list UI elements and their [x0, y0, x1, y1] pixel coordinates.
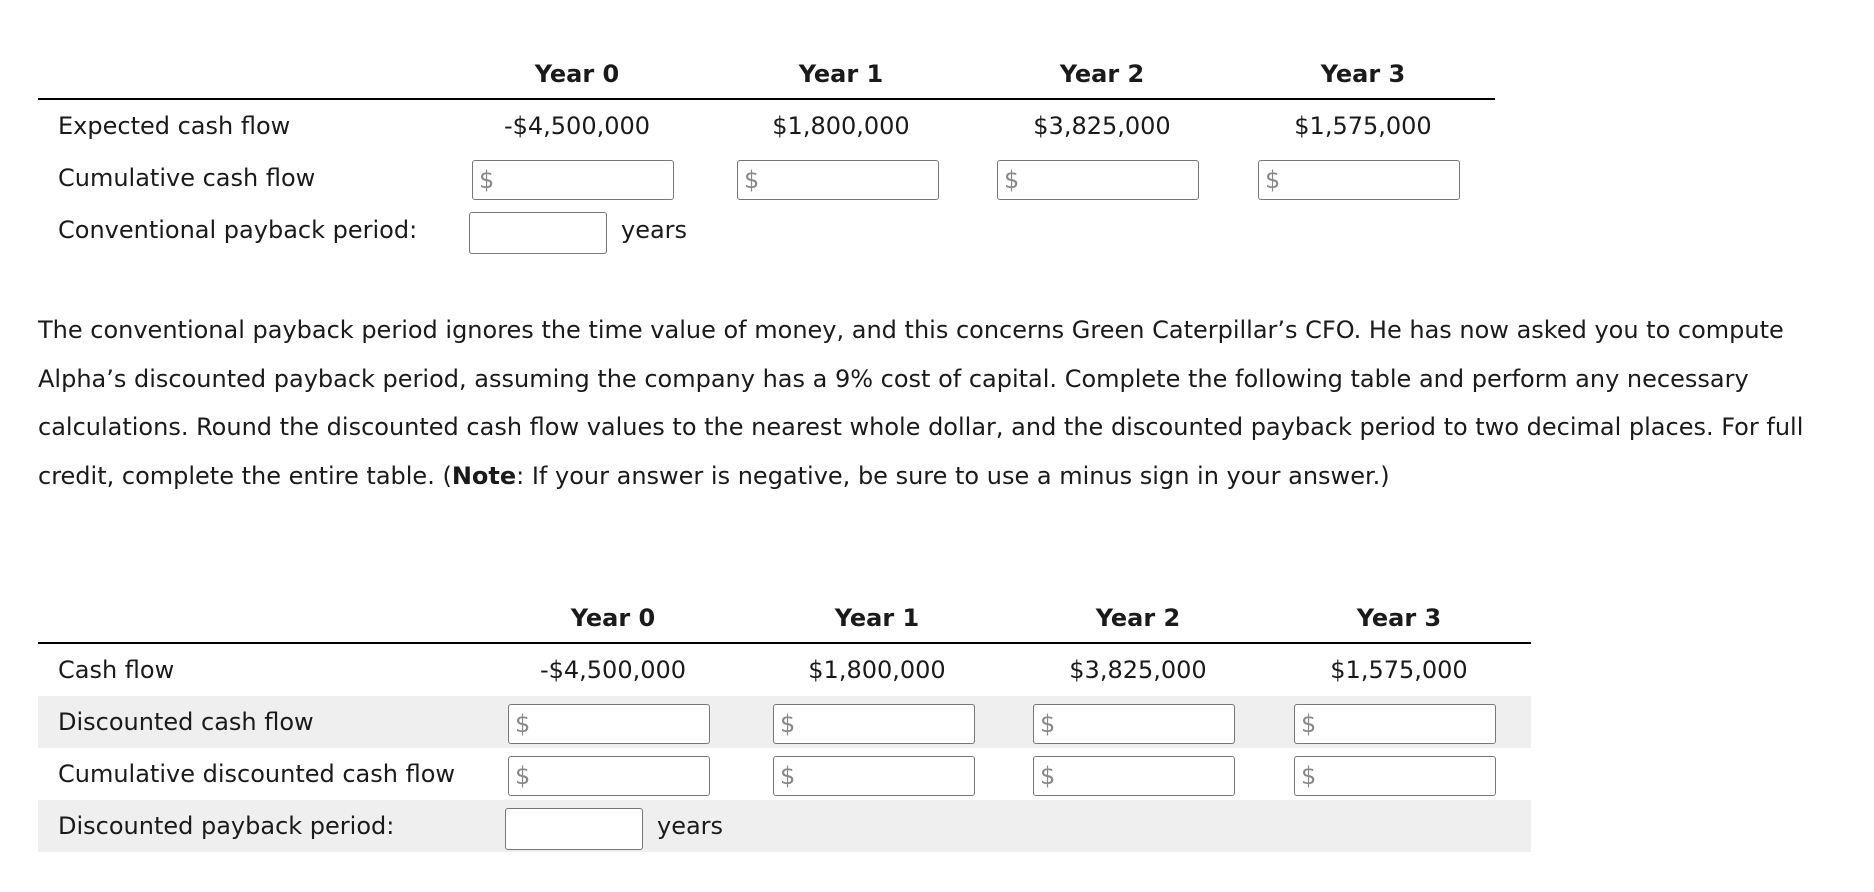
row-label: Discounted payback period: [58, 812, 395, 840]
dollar-sign: $ [515, 710, 531, 738]
row-label: Discounted cash flow [58, 708, 314, 736]
header-year-3: Year 3 [1356, 604, 1442, 632]
discounted-cash-flow-year-2-input[interactable] [1062, 707, 1234, 743]
cumulative-cash-flow-year-1-field[interactable] [737, 160, 939, 200]
instructions-paragraph [38, 306, 1838, 500]
row-label: Cash flow [58, 656, 175, 684]
cumulative-discounted-year-3-field[interactable] [1294, 756, 1496, 796]
header-year-2: Year 2 [1095, 604, 1181, 632]
header-year-1: Year 1 [834, 604, 920, 632]
expected-cash-flow-year-1: $1,800,000 [772, 112, 910, 140]
header-year-0: Year 0 [534, 60, 620, 88]
expected-cash-flow-year-2: $3,825,000 [1033, 112, 1171, 140]
discounted-cash-flow-year-1-input[interactable] [802, 707, 974, 743]
discounted-cash-flow-year-0-field[interactable] [508, 704, 710, 744]
discounted-payback-table [38, 592, 1531, 852]
conventional-payback-table [38, 48, 1495, 256]
discounted-payback-row [38, 800, 1531, 852]
row-label: Conventional payback period: [58, 216, 418, 244]
years-unit: years [621, 216, 688, 244]
dollar-sign: $ [744, 166, 760, 194]
row-label: Expected cash flow [58, 112, 291, 140]
cumulative-discounted-cash-flow-row [38, 748, 1531, 800]
dollar-sign: $ [515, 762, 531, 790]
dollar-sign: $ [1040, 710, 1056, 738]
row-label: Cumulative discounted cash flow [58, 760, 456, 788]
cash-flow-year-1: $1,800,000 [808, 656, 946, 684]
dollar-sign: $ [1040, 762, 1056, 790]
instructions-text: The conventional payback period ignores the time value of money, and this concerns Green Caterpillar’s CFO. He has now asked you to compute Alpha’s discounted payback period, assuming the company has a 9% cost of capital. Complete the following table and perform any necessary calculations. Round the discounted cash flow values to the nearest whole dollar, and the discounted payback period to two decimal places. For full credit, complete the entire table. ( [38, 316, 1804, 490]
discounted-cash-flow-year-3-input[interactable] [1323, 707, 1495, 743]
discounted-cash-flow-year-3-field[interactable] [1294, 704, 1496, 744]
table-header [38, 592, 1531, 644]
cumulative-discounted-year-0-field[interactable] [508, 756, 710, 796]
note-text: : If your answer is negative, be sure to use a minus sign in your answer.) [516, 461, 1390, 490]
dollar-sign: $ [1301, 762, 1317, 790]
cumulative-discounted-year-0-input[interactable] [537, 759, 709, 795]
cumulative-cash-flow-year-1-input[interactable] [766, 163, 938, 199]
expected-cash-flow-year-0: -$4,500,000 [503, 112, 651, 140]
header-year-0: Year 0 [570, 604, 656, 632]
cumulative-cash-flow-year-3-input[interactable] [1287, 163, 1459, 199]
cumulative-cash-flow-year-0-input[interactable] [501, 163, 673, 199]
discounted-cash-flow-row [38, 696, 1531, 748]
years-unit: years [657, 812, 724, 840]
cumulative-discounted-year-1-field[interactable] [773, 756, 975, 796]
row-label: Cumulative cash flow [58, 164, 316, 192]
cumulative-cash-flow-year-0-field[interactable] [472, 160, 674, 200]
cumulative-discounted-year-2-field[interactable] [1033, 756, 1235, 796]
expected-cash-flow-row [38, 100, 1495, 152]
dollar-sign: $ [780, 762, 796, 790]
cash-flow-year-0: -$4,500,000 [539, 656, 687, 684]
cumulative-cash-flow-row [38, 152, 1495, 204]
cumulative-discounted-year-2-input[interactable] [1062, 759, 1234, 795]
dollar-sign: $ [780, 710, 796, 738]
dollar-sign: $ [1301, 710, 1317, 738]
cash-flow-year-3: $1,575,000 [1330, 656, 1468, 684]
cumulative-cash-flow-year-3-field[interactable] [1258, 160, 1460, 200]
cumulative-cash-flow-year-2-field[interactable] [997, 160, 1199, 200]
header-year-2: Year 2 [1059, 60, 1145, 88]
discounted-cash-flow-year-0-input[interactable] [537, 707, 709, 743]
table-header [38, 48, 1495, 100]
dollar-sign: $ [479, 166, 495, 194]
dollar-sign: $ [1265, 166, 1281, 194]
note-label: Note [451, 461, 517, 490]
dollar-sign: $ [1004, 166, 1020, 194]
cumulative-discounted-year-1-input[interactable] [802, 759, 974, 795]
header-year-1: Year 1 [798, 60, 884, 88]
discounted-cash-flow-year-1-field[interactable] [773, 704, 975, 744]
cumulative-cash-flow-year-2-input[interactable] [1026, 163, 1198, 199]
expected-cash-flow-year-3: $1,575,000 [1294, 112, 1432, 140]
discounted-payback-input[interactable] [505, 808, 643, 850]
cash-flow-row [38, 644, 1531, 696]
discounted-cash-flow-year-2-field[interactable] [1033, 704, 1235, 744]
cash-flow-year-2: $3,825,000 [1069, 656, 1207, 684]
cumulative-discounted-year-3-input[interactable] [1323, 759, 1495, 795]
conventional-payback-input[interactable] [469, 212, 607, 254]
header-year-3: Year 3 [1320, 60, 1406, 88]
conventional-payback-row [38, 204, 1495, 256]
